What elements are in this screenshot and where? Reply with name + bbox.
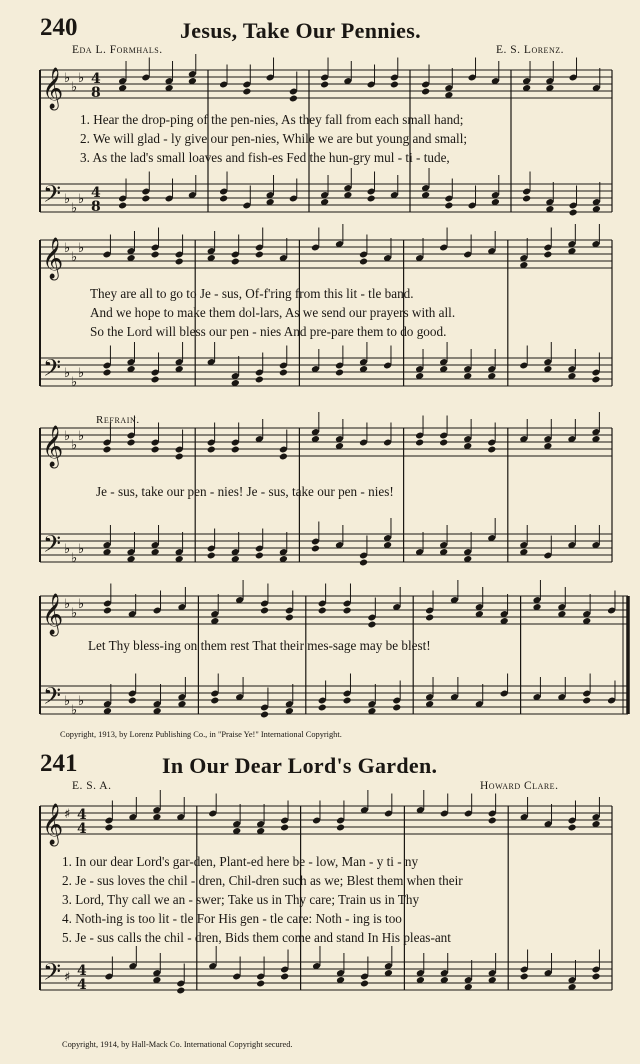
key-signature-icon: ♭ (71, 551, 78, 566)
hymn-240-title: Jesus, Take Our Pennies. (180, 18, 421, 43)
hymn-241-author: E. S. A. (72, 780, 112, 792)
bass-note (128, 697, 137, 705)
bass-note (255, 552, 264, 560)
hymn-240-composer: E. S. Lorenz. (496, 44, 564, 56)
hymn-241-number: 241 (40, 750, 78, 777)
bass-clef-icon: 𝄢 (43, 958, 62, 991)
hymn-240-refrain-line-1: Je - sus, take our pen - nies! Je - sus, take our pen - nies! (96, 484, 394, 499)
bass-note (343, 697, 352, 705)
key-signature-icon: ♭ (64, 71, 71, 86)
treble-note (231, 258, 240, 266)
bass-note (318, 704, 327, 712)
bass-note (367, 195, 376, 203)
bass-note (591, 376, 600, 384)
treble-note (260, 607, 269, 615)
bass-note (360, 980, 369, 988)
bass-note (207, 552, 216, 560)
treble-clef-icon: 𝄞 (42, 238, 64, 279)
bass-note (520, 973, 529, 981)
bass-note (118, 202, 127, 210)
treble-note (207, 446, 216, 454)
treble-note (421, 88, 430, 96)
key-signature-icon: ♭ (71, 250, 78, 265)
bass-clef-icon: 𝄢 (43, 180, 62, 213)
time-signature: 4 (91, 185, 101, 201)
hymn-241-verse-5: 5. Je - sus calls the chil - dren, Bids them come and stand In His pleas-ant (62, 930, 451, 945)
treble-note (343, 607, 352, 615)
bass-note (335, 369, 344, 377)
key-signature-icon: ♭ (64, 542, 71, 557)
treble-note (279, 453, 288, 461)
hymn-241-verse-4: 4. Noth-ing is too lit - tle For His gen - tle care: Noth - ing is too (62, 911, 402, 926)
bass-note (582, 697, 591, 705)
bass-note (141, 195, 150, 203)
treble-note (359, 258, 368, 266)
bass-note (591, 973, 600, 981)
treble-note (568, 824, 577, 832)
treble-note (543, 251, 552, 259)
bass-note (151, 376, 160, 384)
key-signature-icon: ♭ (64, 192, 71, 207)
bass-note (444, 202, 453, 210)
treble-note (151, 251, 160, 259)
hymn-240-verse-3-cont: So the Lord will bless our pen - nies And pre-pare them to do good. (90, 324, 447, 339)
treble-clef-icon: 𝄞 (42, 68, 64, 109)
hymn-241-composer: Howard Clare. (480, 780, 559, 792)
treble-note (487, 446, 496, 454)
key-signature-icon: ♭ (78, 71, 85, 86)
treble-note (289, 95, 298, 103)
treble-note (439, 439, 448, 447)
bass-note (176, 987, 185, 995)
bass-note (219, 195, 228, 203)
bass-note (255, 376, 264, 384)
bass-note (311, 545, 320, 553)
treble-note (415, 439, 424, 447)
bass-note (102, 369, 111, 377)
key-signature-icon: ♭ (64, 241, 71, 256)
treble-note (104, 824, 113, 832)
treble-note (318, 607, 327, 615)
hymn-240-verse-3: 3. As the lad's small loaves and fish-es Fed the hun-gry mul - ti - tude, (80, 150, 450, 165)
hymn-240-verse-1: 1. Hear the drop-ping of the pen-nies, As they fall from each small hand; (80, 112, 464, 127)
treble-note (151, 446, 160, 454)
treble-note (103, 607, 112, 615)
key-signature-icon: ♭ (78, 542, 85, 557)
treble-note (231, 446, 240, 454)
time-signature: 8 (91, 85, 101, 101)
treble-note (280, 824, 289, 832)
hymn-240-number: 240 (40, 14, 78, 41)
treble-note (285, 614, 294, 622)
hymn-240-verse-1-cont: They are all to go to Je - sus, Of-f'ring from this lit - tle band. (90, 286, 414, 301)
key-signature-icon: ♯ (64, 970, 71, 985)
key-signature-icon: ♭ (78, 366, 85, 381)
key-signature-icon: ♭ (64, 597, 71, 612)
hymn-241-verse-1: 1. In our dear Lord's gar-den, Plant-ed here be - low, Man - y ti - ny (62, 854, 419, 869)
bass-note (279, 369, 288, 377)
time-signature: 4 (77, 821, 87, 837)
treble-note (488, 817, 497, 825)
key-signature-icon: ♭ (71, 80, 78, 95)
key-signature-icon: ♭ (78, 429, 85, 444)
time-signature: 4 (77, 963, 87, 979)
key-signature-icon: ♭ (64, 429, 71, 444)
bass-note (359, 559, 368, 567)
treble-clef-icon: 𝄞 (42, 804, 64, 845)
bass-note (260, 711, 269, 719)
hymn-241-verse-2: 2. Je - sus loves the chil - dren, Chil-dren such as we; Blest them when their (62, 873, 463, 888)
bass-note (280, 973, 289, 981)
key-signature-icon: ♭ (71, 201, 78, 216)
bass-note (569, 209, 578, 217)
treble-clef-icon: 𝄞 (42, 594, 64, 635)
treble-note (390, 81, 399, 89)
treble-note (175, 258, 184, 266)
treble-note (102, 446, 111, 454)
treble-clef-icon: 𝄞 (42, 426, 64, 467)
hymn-240-copyright: Copyright, 1913, by Lorenz Publishing Co., in "Praise Ye!" International Copyright. (60, 730, 342, 739)
key-signature-icon: ♭ (64, 366, 71, 381)
bass-note (210, 697, 219, 705)
treble-note (175, 453, 184, 461)
bass-note (522, 195, 531, 203)
key-signature-icon: ♭ (64, 694, 71, 709)
key-signature-icon: ♭ (71, 375, 78, 390)
key-signature-icon: ♯ (64, 807, 71, 822)
treble-note (127, 439, 136, 447)
treble-note (367, 621, 376, 629)
hymn-241-verse-3: 3. Lord, Thy call we an - swer; Take us in Thy care; Train us in Thy (62, 892, 420, 907)
key-signature-icon: ♭ (78, 694, 85, 709)
bass-note (392, 704, 401, 712)
hymn-240-refrain-line-2: Let Thy bless-ing on them rest That their mes-sage may be blest! (88, 638, 431, 653)
bass-clef-icon: 𝄢 (43, 530, 62, 563)
treble-note (336, 824, 345, 832)
bass-clef-icon: 𝄢 (43, 682, 62, 715)
hymn-240-verse-2-cont: And we hope to make them dol-lars, As we send our prayers with all. (90, 305, 456, 320)
hymn-241-copyright: Copyright, 1914, by Hall-Mack Co. International Copyright secured. (62, 1040, 293, 1049)
hymn-240-refrain-label: Refrain. (96, 414, 140, 426)
bass-note (256, 980, 265, 988)
time-signature: 4 (77, 977, 87, 993)
key-signature-icon: ♭ (71, 606, 78, 621)
key-signature-icon: ♭ (71, 703, 78, 718)
time-signature: 8 (91, 199, 101, 215)
treble-note (425, 614, 434, 622)
bass-clef-icon: 𝄢 (43, 354, 62, 387)
treble-note (242, 88, 251, 96)
treble-note (255, 251, 264, 259)
treble-note (320, 81, 329, 89)
key-signature-icon: ♭ (78, 597, 85, 612)
hymn-240-verse-2: 2. We will glad - ly give our pen-nies, While we are but young and small; (80, 131, 468, 146)
key-signature-icon: ♭ (71, 438, 78, 453)
time-signature: 4 (91, 71, 101, 87)
time-signature: 4 (77, 807, 87, 823)
hymn-241-title: In Our Dear Lord's Garden. (162, 753, 438, 778)
key-signature-icon: ♭ (78, 192, 85, 207)
key-signature-icon: ♭ (78, 241, 85, 256)
hymn-240-author: Eda L. Formhals. (72, 44, 163, 56)
